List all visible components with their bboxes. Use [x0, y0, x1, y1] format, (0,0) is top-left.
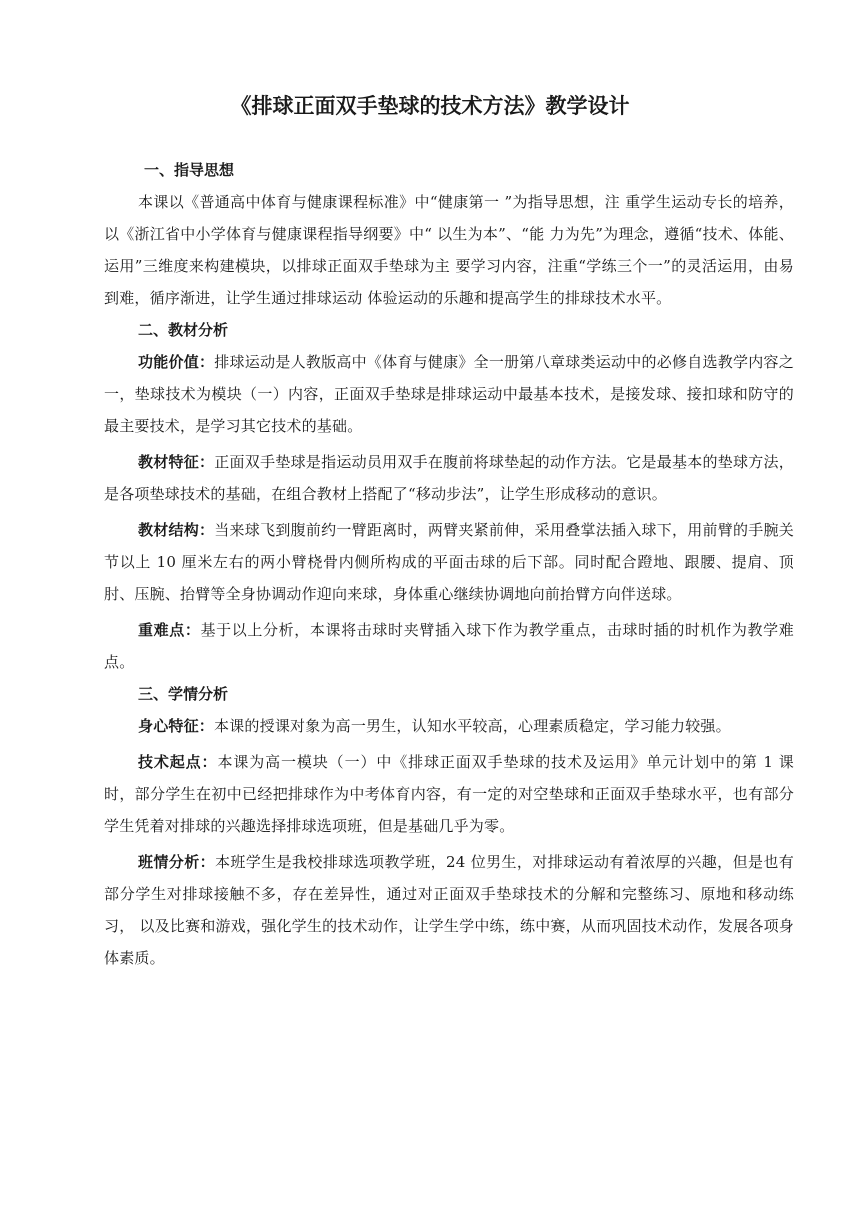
section-student-analysis [104, 678, 794, 974]
paragraph-lead: 重难点： [138, 621, 201, 639]
paragraph-text: 本课以《普通高中体育与健康课程标准》中“健康第一 ”为指导思想，注 重学生运动专长的培养，以《浙江省中小学体育与健康课程指导纲要》中“ 以生为本”、“能 力为先”为理念，遵循“技术、体能、运用”三维度来构建模块，以排球正面双手垫球为主 要学习内容，注重“学练三个一”的灵活运用，由易到难，循序渐进，让学生通过排球运动 体验运动的乐趣和提高学生的排球技术水平。 [104, 193, 794, 307]
section-heading: 三、学情分析 [138, 685, 229, 703]
document-title: 《排球正面双手垫球的技术方法》教学设计 [230, 94, 630, 118]
paragraph-function-value [104, 346, 794, 442]
paragraph-lead: 班情分析： [138, 853, 216, 871]
paragraph [104, 186, 794, 314]
paragraph-text: 本班学生是我校排球选项教学班，24 位男生，对排球运动有着浓厚的兴趣，但是也有部分学生对排球接触不多，存在差异性，通过对正面双手垫球技术的分解和完整练习、原地和移动练习， 以及比赛和游戏，强化学生的技术动作，让学生学中练，练中赛，从而巩固技术动作，发展各项身体素质。 [104, 853, 794, 967]
paragraph-lead: 教材特征： [138, 453, 215, 471]
paragraph-lead: 身心特征： [138, 717, 215, 735]
paragraph-text: 正面双手垫球是指运动员用双手在腹前将球垫起的动作方法。它是最基本的垫球方法，是各项垫球技术的基础，在组合教材上搭配了“移动步法”，让学生形成移动的意识。 [104, 453, 794, 503]
paragraph-lead: 教材结构： [138, 521, 215, 539]
paragraph-material-structure [104, 514, 794, 610]
paragraph-physical-mental [104, 710, 794, 742]
paragraph-lead: 功能价值： [138, 353, 215, 371]
paragraph-class-analysis [104, 846, 794, 974]
document-body [104, 154, 794, 974]
paragraph-key-difficulties [104, 614, 794, 678]
paragraph-material-features [104, 446, 794, 510]
paragraph-text: 基于以上分析，本课将击球时夹臂插入球下作为教学重点，击球时插的时机作为教学难点。 [104, 621, 794, 671]
paragraph-text: 当来球飞到腹前约一臂距离时，两臂夹紧前伸，采用叠掌法插入球下，用前臂的手腕关节以上 10 厘米左右的两小臂桡骨内侧所构成的平面击球的后下部。同时配合蹬地、跟腰、提肩、顶肘、压腕、抬臂等全身协调动作迎向来球，身体重心继续协调地向前抬臂方向伴送球。 [104, 521, 794, 603]
paragraph-text: 本课为高一模块（一）中《排球正面双手垫球的技术及运用》单元计划中的第 1 课时，部分学生在初中已经把排球作为中考体育内容，有一定的对空垫球和正面双手垫球水平，也有部分学生凭着对排球的兴趣选择排球选项班，但是基础几乎为零。 [104, 753, 794, 835]
section-guiding-ideology [104, 154, 794, 314]
paragraph-technical-start [104, 746, 794, 842]
paragraph-text: 本课的授课对象为高一男生，认知水平较高，心理素质稳定，学习能力较强。 [214, 717, 731, 735]
paragraph-text: 排球运动是人教版高中《体育与健康》全一册第八章球类运动中的必修自选教学内容之一，垫球技术为模块（一）内容，正面双手垫球是排球运动中最基本技术，是接发球、接扣球和防守的最主要技术，是学习其它技术的基础。 [104, 353, 794, 435]
section-heading: 一、指导思想 [144, 161, 235, 179]
section-material-analysis [104, 314, 794, 678]
paragraph-lead: 技术起点： [138, 753, 218, 771]
section-heading: 二、教材分析 [138, 321, 229, 339]
